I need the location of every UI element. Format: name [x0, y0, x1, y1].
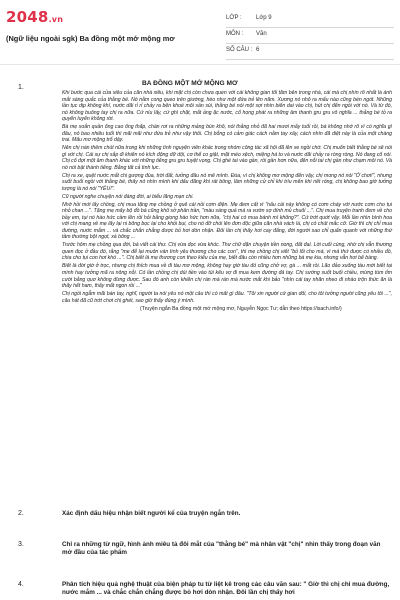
meta-row-subject — [226, 28, 394, 44]
question-2: Xác định dấu hiệu nhận biết người kể của truyện ngắn trên. — [62, 510, 241, 517]
story-paragraph: Cũ người nghe chuyện nói đáng đời, ai biểu lãng mạn chi. — [62, 193, 194, 200]
question-number: 2. — [18, 510, 24, 517]
meta-value: 6 — [256, 47, 260, 53]
story-title: BA ĐỒNG MỘT MỚ MỘNG MƠ — [142, 80, 238, 87]
question-number: 1. — [18, 84, 24, 91]
site-logo[interactable] — [6, 8, 63, 26]
page-title: (Ngữ liệu ngoài sgk) Ba đồng một mớ mộng mơ — [6, 34, 175, 43]
header-divider — [0, 64, 400, 65]
story-paragraph: Bà mẹ xoắn quần ống cao ống thấp, chán rơi ra những mảng bùn khô, nói thằng nhỏ đã hai mươi mấy tuổi rồi, bà không nhớ rõ vì có nghĩa gì đâu, nó bao nhiêu tuổi thì mãi mãi như đứa trẻ như vậy thôi. Chị bỗng có cảm giác cách nằm tay xây, cách nhìn đã diệt này là của một chàng trai. Mấu mơ mộng trổ dậy. — [62, 124, 392, 144]
story-paragraph: Chị ngồi ngẫm mãi bàn tay, nghĩ, người ta nói yêu nó một câu thì có mất gì đâu. "Tôi xin người cứ gian dối, cho tôi tưởng người cũng yêu tôi ...", câu hát đã cũ trớt chơi chị ghét, sao giờ thấy đúng ý mình. — [62, 290, 392, 304]
story-paragraph: Trước hôm mẹ chồng qua đời, bà viết cái thư. Chị vừa đọc vừa khóc. Thư chữ dặn chuyện tiền nong, đất đai. Lời cuối cùng, nhờ chị vẫn thương quen đọc ở đầu đó, rằng "me để lại muôn vàn tình yêu thương cho các con", thì mẹ chồng chị viết "bỏ lối cho má, vì má thứ được có nhiều đồ, chia cho tụi con hơi khó ...". Chị biết là mẹ thương con theo kiểu của mẹ, biết đâu còn nhiều hơn những bà mẹ kia, nhưng vẫn hơi bế bàng. — [62, 242, 392, 262]
meta-value: Văn — [256, 31, 267, 37]
question-1 — [62, 80, 392, 312]
story-paragraph: Chị ra xe, quệt nước mắt chị gượng đùa, trời đất, tưởng đâu nó mê mình. Đùa, vì chị không mơ mộng đến vậy, chị mong nó nói "Ở chơi!", nhưng suốt buổi ngồi với thằng bé, thấy nó nhìn mình khi dấu đăng khi rát bông, lâm những cử chỉ khi trìu mến khi riết róng, chị không bao giờ tưởng tượng là nó nói "YÊU!". — [62, 172, 392, 192]
meta-value: Lớp 9 — [256, 15, 272, 21]
meta-key: LỚP : — [226, 15, 242, 21]
story-paragraph: Biết là đời giờ ở trọc, nhưng chị thích mua về đi tàu mơ mộng, không hay giờ tàu đó cũng chở vợ, gà ... mắt rồi. Lão đảo xuống tàu mới biết tại mình hay tưởng mã ra nông nỗi. Có lần chồng chị dúi tiền vào túi kêu vợ đi mua kem đường đá tay. Chị sướng suốt buổi chiều, mừng tùm tỉm cười bằng quơ không đừng được. Sau đó anh còn khiến chị rán mà rán mà nước mắt khi bảo "nhìn cái tay nhăn nheo đi nhào trộn thức ăn là thấy hết ham, thấy mắt ngon rồi ..." — [62, 263, 392, 290]
meta-row-class — [226, 12, 394, 28]
story-paragraph: Nên chị nán thêm chút nữa trong khi những tình nguyện viên khác trong nhóm công tác xã hội đã lên xe ngồi chờ. Chị muốn biết thằng bé sẽ nói gì với chị. Cái sự chị sắp đi khiến nó kích động dữ dội, cơ thể co giật, mặt méo xệch, miệng há to và nước dãi chảy ra ròng ròng. Nó đang cố nói. Chị cố đợi một âm thanh khác với những tiếng gru gru tuyệt vọng. Chị ghé tai vào gần, rồi gần hơn nữa, đến nỗi tai chị gần như chạm môi nó. Và nó nói bật thành tiếng. Bằng tất cả tình lực. — [62, 145, 392, 171]
page-header — [0, 0, 400, 62]
meta-row-count — [226, 44, 394, 60]
meta-key: SỐ CÂU : — [226, 47, 253, 53]
story-source: (Truyện ngắn Ba đồng một mớ mộng mơ, Nguyễn Ngọc Tư; dẫn theo https://isach.info/) — [140, 306, 342, 313]
story-paragraph: Khi bước qua cái cửa xiêu của căn nhà xiêu, khi mặt chị còn chưa quen với cái không gian tối tăm bên trong nhà, cái mà chị nhìn rõ nhất là ánh mắt sáng quắc của thằng bé. Nó nằm cong queo trên giường, hèo như một đứa trẻ lên năm. Xương nó nhô ra mẩu nào cũng bén ngót. Những lần tục dịp không khí, nước dãi rỉ rỉ chảy ra bên khoé môi sần sùi, thằng bé nói một sợi nhìn biến dai vào chị, hút chị đến ngồi với nó. Và từ đó, nó không buông tay chị ra nữa. Cứ níu lấy, cứ ghì chặt, mắt ảng ặc nước, cổ họng phát ra những âm thanh gru gru vô nghĩa ... thằng bé tỏ ra quyến luyến không rời. — [62, 90, 392, 123]
question-4: Phân tích hiệu quả nghệ thuật của biện pháp tu từ liệt kê trong các câu văn sau: " Giờ thì chị chỉ mua đường, nước mắm ... và chắc chắn chẳng được bỏ hơi dòn nhận. Đôi lần chị thấy hơi — [62, 581, 390, 596]
logo-suffix: .vn — [48, 15, 64, 24]
question-number: 4. — [18, 581, 24, 588]
question-3: Chỉ ra những từ ngữ, hình ảnh miêu tả đôi mắt của "thằng bé" mà nhân vật "chị" nhìn thấy trong đoạn văn mở đầu của tác phẩm — [62, 541, 381, 556]
question-number: 3. — [18, 541, 24, 548]
meta-table — [226, 12, 394, 60]
logo-text: 2048 — [6, 8, 49, 26]
story-paragraph: Nhớ hồi mới lấy chồng, chị mua tặng mẹ chồng ở quê cái nồi cơm điện. Mẹ đem cất vì "nấu cái này không có cơm cháy với nước cơm cho tụi nhỏ chan ...". Tặng mẹ mấy bộ đồ bà cũng khô sở phân trần, "màu sáng quá má ra vườn sợ dính mủ chuối ...". Chị mua truyện tranh đem về cho bầy em, tụi nó hào hức cầm lên rồi hỏi bằng giọng hào hức hơn nữa, "chị hai có mua bánh mì không?". Cứ trớt quớt vậy. Mỗi lần nhìn bình hoa với chị mang về mẹ lấy lại ni bông bọc lại cho khỏi bụi, cho nó đỡ chói lên đơn độc giữa căn nhà vách lá, chị có chút mắc cỡ. Giờ thì chị chỉ mua đường, nước mắm ... và chắc chắn chẳng được bỏ hơi dòn nhận. Đôi lần chị thấy hơi cay đắng, đời người sao chỉ quẩn quanh với những thứ tầm thường bột ngọt, xà bông ... — [62, 201, 392, 241]
meta-key: MÔN : — [226, 31, 244, 37]
